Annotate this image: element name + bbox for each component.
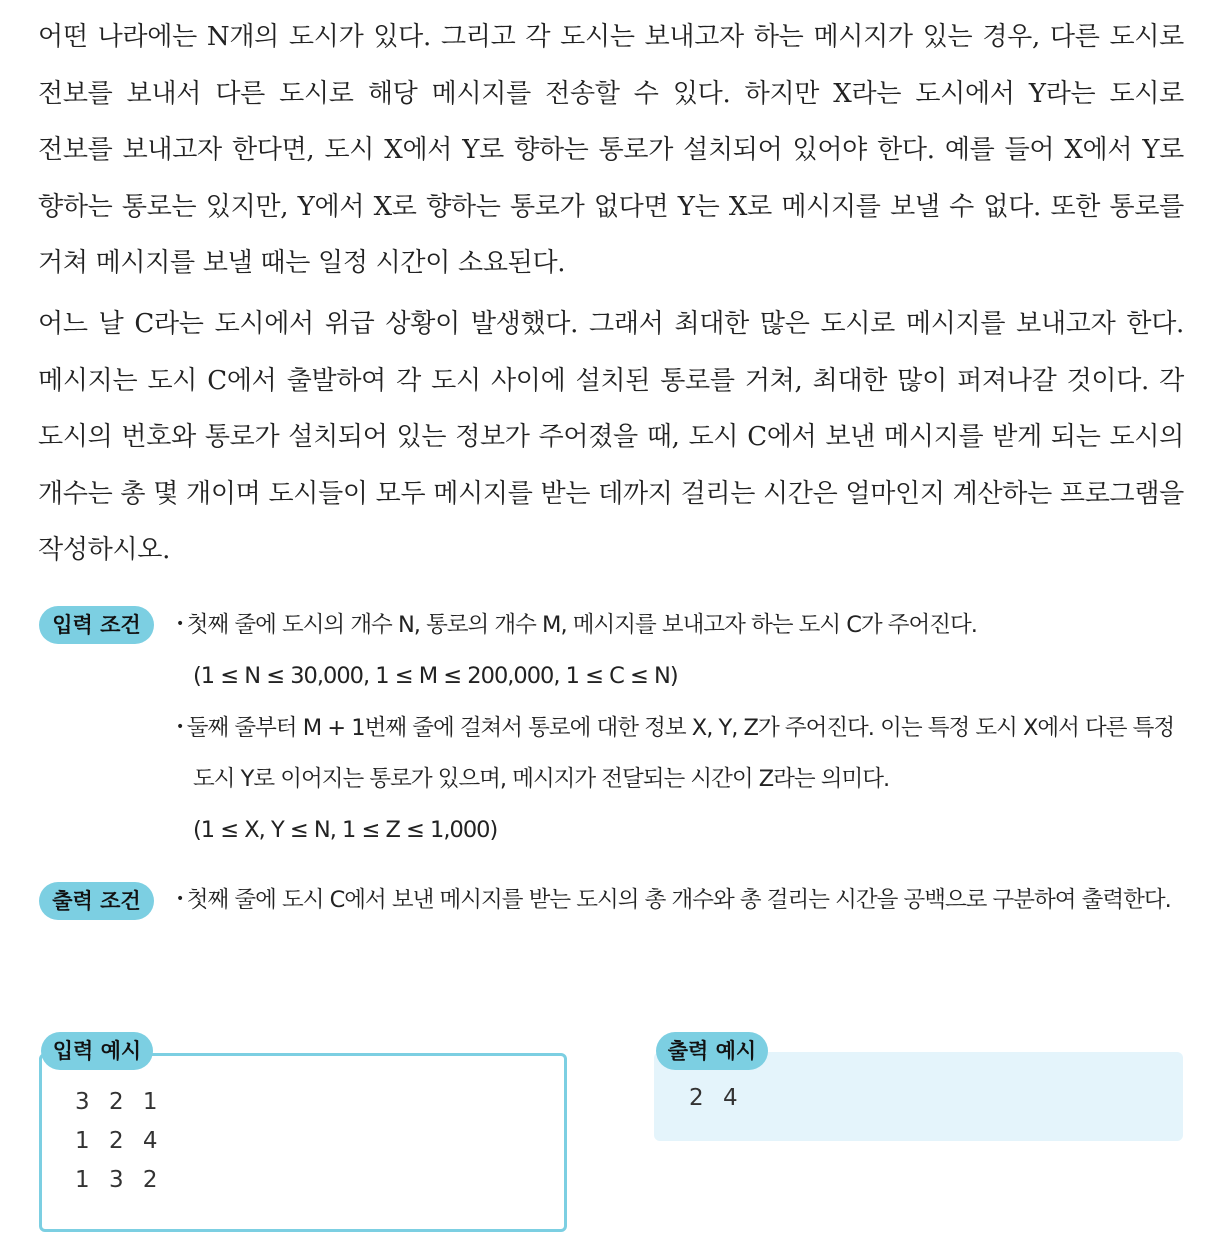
input-example-badge: 입력 예시 [41,1032,153,1070]
input-condition-badge: 입력 조건 [39,606,154,644]
input-example-line-1: 3 2 1 [75,1089,164,1115]
output-example-badge: 출력 예시 [656,1032,768,1070]
input-condition-list [176,599,1184,856]
input-example-box [39,1053,567,1232]
task-paragraph: 어느 날 C라는 도시에서 위급 상황이 발생했다. 그래서 최대한 많은 도시로 메시지를 보내고자 한다. 메시지는 도시 C에서 출발하여 각 도시 사이에 설치된 통로를 거쳐, 최대한 많이 퍼져나갈 것이다. 각 도시의 번호와 통로가 설치되어 있는 정보가 주어졌을 때, 도시 C에서 보낸 메시지를 받게 되는 도시의 개수는 총 몇 개이며 도시들이 모두 메시지를 받는 데까지 걸리는 시간은 얼마인지 계산하는 프로그램을 작성하시오. [38,309,1184,565]
input-condition-range-2: (1 ≤ X, Y ≤ N, 1 ≤ Z ≤ 1,000) [193,817,498,843]
output-condition-item-1: • 첫째 줄에 도시 C에서 보낸 메시지를 받는 도시의 총 개수와 총 걸리는 시간을 공백으로 구분하여 출력한다. [176,874,1184,926]
output-condition-list [176,874,1184,926]
input-condition-item-2: • 둘째 줄부터 M + 1번째 줄에 걸쳐서 통로에 대한 정보 X, Y, Z가 주어진다. 이는 특정 도시 X에서 다른 특정 도시 Y로 이어지는 통로가 있으며, 메시지가 전달되는 시간이 Z라는 의미다. [176,702,1184,805]
output-condition-badge: 출력 조건 [39,882,154,920]
output-example-line-1: 2 4 [689,1085,744,1111]
input-example-line-3: 1 3 2 [75,1167,164,1193]
input-example-line-2: 1 2 4 [75,1128,164,1154]
input-condition-range-1: (1 ≤ N ≤ 30,000, 1 ≤ M ≤ 200,000, 1 ≤ C ≤ N) [193,663,678,689]
input-condition-item-1: • 첫째 줄에 도시의 개수 N, 통로의 개수 M, 메시지를 보내고자 하는 도시 C가 주어진다. [176,599,1184,651]
intro-paragraph: 어떤 나라에는 N개의 도시가 있다. 그리고 각 도시는 보내고자 하는 메시지가 있는 경우, 다른 도시로 전보를 보내서 다른 도시로 해당 메시지를 전송할 수 있다. 하지만 X라는 도시에서 Y라는 도시로 전보를 보내고자 한다면, 도시 X에서 Y로 향하는 통로가 설치되어 있어야 한다. 예를 들어 X에서 Y로 향하는 통로는 있지만, Y에서 X로 향하는 통로가 없다면 Y는 X로 메시지를 보낼 수 없다. 또한 통로를 거쳐 메시지를 보낼 때는 일정 시간이 소요된다. [38,22,1184,278]
